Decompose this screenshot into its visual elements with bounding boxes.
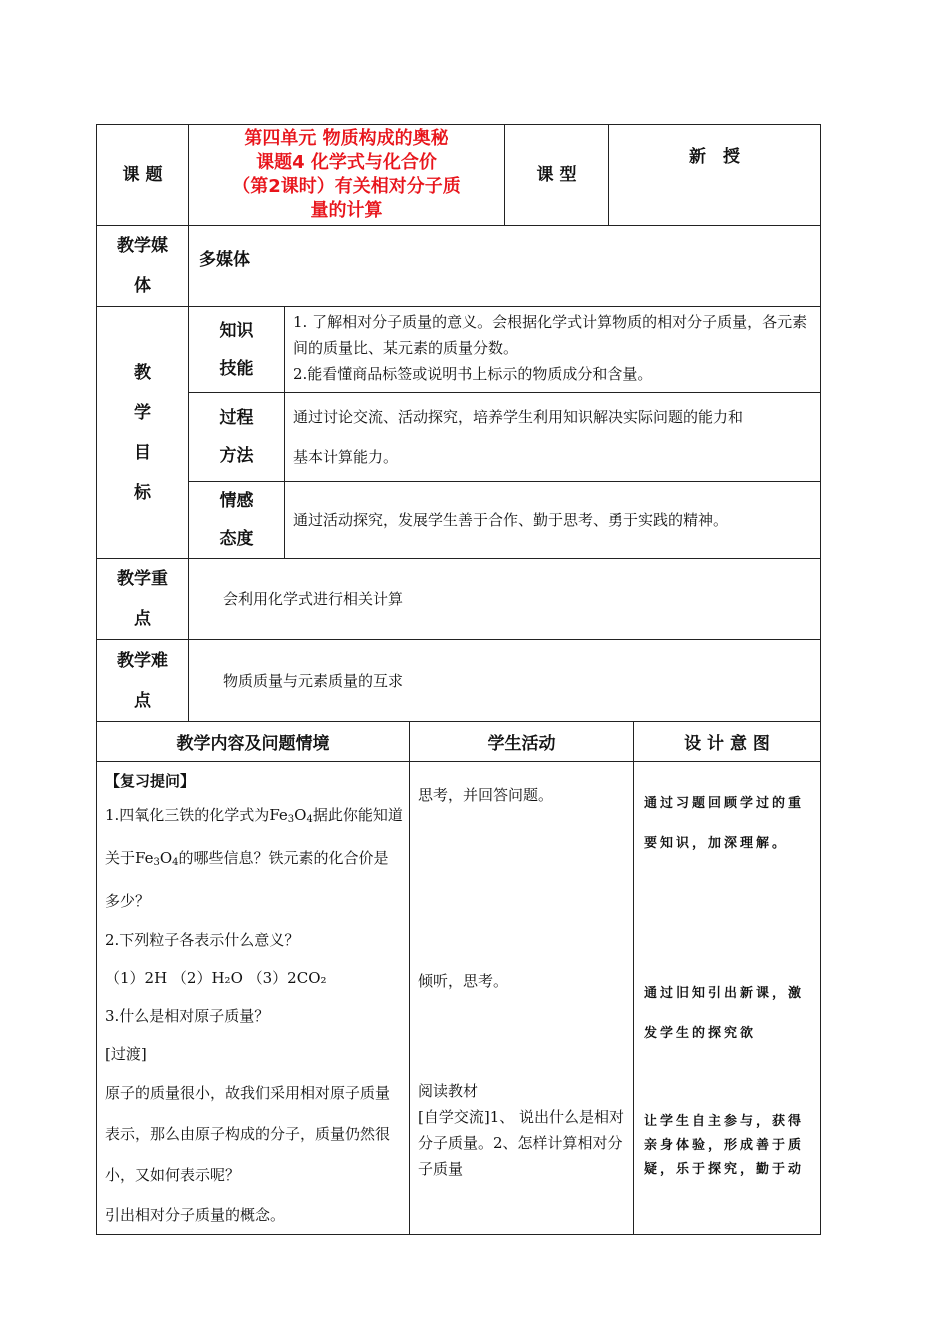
design-1: 通过习题回顾学过的重要知识，加深理解。	[644, 796, 805, 851]
question-2: 2.下列粒子各表示什么意义？	[105, 931, 300, 949]
type-label: 课 型	[505, 125, 609, 226]
transition-label: [过渡]	[105, 1045, 147, 1063]
col-header-content: 教学内容及问题情境	[97, 722, 410, 762]
title-line: 课题4 化学式与化合价	[256, 152, 437, 173]
media-label: 教学媒 体	[97, 226, 189, 307]
activity-1: 思考，并回答问题。	[418, 786, 554, 804]
emotion-label: 情感 态度	[189, 482, 285, 559]
type-value: 新 授	[609, 125, 821, 226]
question-2-items: （1）2H （2）H₂O （3）2CO₂	[105, 969, 327, 987]
key-point-label: 教学重 点	[97, 559, 189, 640]
lesson-table	[96, 124, 821, 722]
question-1: 1.四氧化三铁的化学式为$Fe_3O_4$据此你能知道关于$Fe_3O_4$的哪些信息？铁元素的化合价是多少？	[105, 806, 403, 910]
content-cell	[97, 762, 410, 1235]
title-line: 第四单元 物质构成的奥秘	[244, 128, 449, 149]
review-title: 【复习提问】	[105, 772, 196, 790]
knowledge-text: 1. 了解相对分子质量的意义。会根据化学式计算物质的相对分子质量，各元素间的质量比、某元素的质量分数。 2.能看懂商品标签或说明书上标示的物质成分和含量。	[285, 307, 821, 393]
activity-cell	[410, 762, 634, 1235]
design-3: 让学生自主参与，获得亲身体验，形成善于质疑，乐于探究，勤于动	[644, 1114, 805, 1177]
difficulty-label: 教学难 点	[97, 640, 189, 722]
emotion-text: 通过活动探究，发展学生善于合作、勤于思考、勇于实践的精神。	[285, 482, 821, 559]
difficulty-value: 物质质量与元素质量的互求	[189, 640, 821, 722]
activity-3-body: [自学交流]1、 说出什么是相对分子质量。2、怎样计算相对分子质量	[418, 1108, 625, 1178]
key-point-value: 会利用化学式进行相关计算	[189, 559, 821, 640]
media-value: 多媒体	[199, 250, 250, 270]
lesson-plan	[96, 124, 820, 1235]
question-3: 3.什么是相对原子质量？	[105, 1007, 270, 1025]
topic-label: 课 题	[97, 125, 189, 226]
lesson-title	[189, 125, 505, 226]
transition-paragraph: 原子的质量很小，故我们采用相对原子质量表示，那么由原子构成的分子，质量仍然很小，又如何表示呢？	[105, 1084, 391, 1184]
knowledge-label: 知识 技能	[189, 307, 285, 393]
title-line: 量的计算	[310, 200, 383, 221]
lead-text: 引出相对分子质量的概念。	[105, 1206, 286, 1224]
activity-3-title: 阅读教材	[418, 1082, 479, 1100]
design-2: 通过旧知引出新课，激发学生的探究欲	[644, 986, 805, 1041]
goals-label: 教 学 目 标	[97, 307, 189, 559]
title-line: （第2课时）有关相对分子质	[232, 176, 461, 197]
activity-2: 倾听，思考。	[418, 972, 509, 990]
process-table	[96, 721, 821, 1235]
design-cell	[634, 762, 821, 1235]
col-header-activity: 学生活动	[410, 722, 634, 762]
process-text: 通过讨论交流、活动探究，培养学生利用知识解决实际问题的能力和 基本计算能力。	[285, 393, 821, 482]
process-label: 过程 方法	[189, 393, 285, 482]
col-header-design: 设 计 意 图	[634, 722, 821, 762]
